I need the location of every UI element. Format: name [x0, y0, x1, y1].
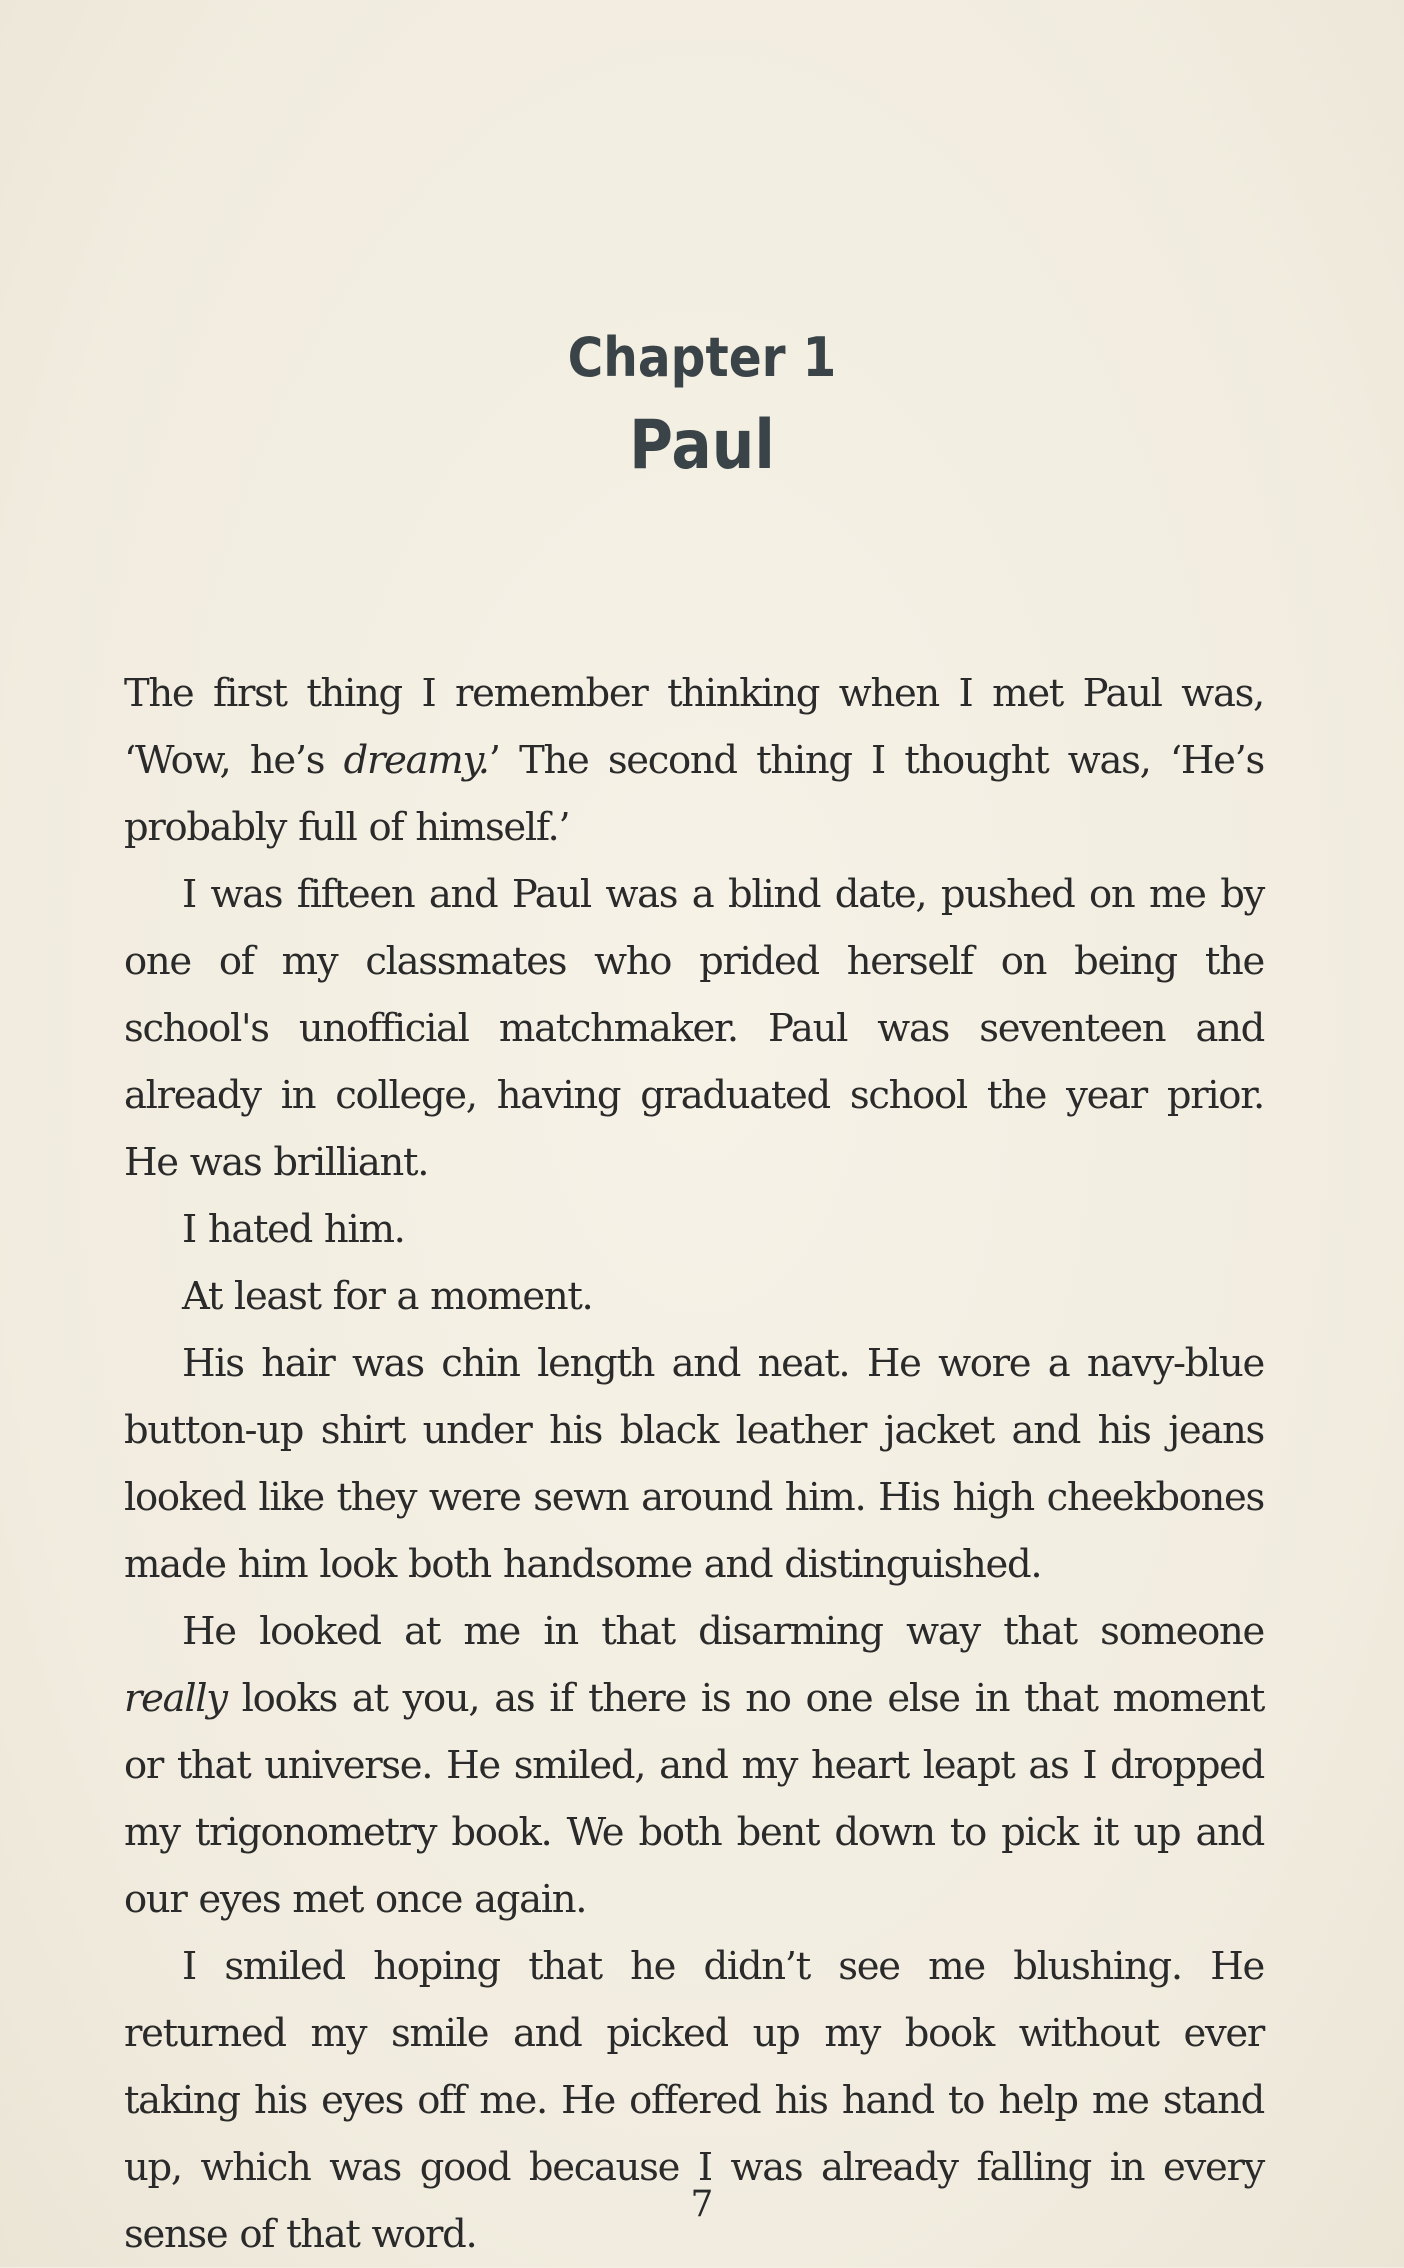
paragraph-6-emphasis: really [124, 1676, 227, 1721]
chapter-body [124, 660, 1264, 2268]
paragraph-1-text-end: ’ The second thing I thought was, ‘He’s probably full of himself.’ [124, 738, 1264, 850]
paragraph-4: At least for a moment. [182, 1274, 593, 1319]
chapter-number: Chapter 1 [567, 326, 837, 389]
page-number: 7 [690, 2184, 714, 2225]
paragraph-7: I smiled hoping that he didn’t see me blushing. He returned my smile and picked up my book without ever taking his eyes off me. He offered his hand to help me stand up, which was good because I was already falling in every sense of that word. [124, 1944, 1264, 2257]
paragraph-1-text-start: The first thing I remember thinking when I met Paul was, ‘Wow, he’s [124, 671, 1264, 783]
paragraph-6 [124, 1598, 1264, 1933]
paragraph-2: I was fifteen and Paul was a blind date, pushed on me by one of my classmates who prided herself on being the school's unofficial matchmaker. Paul was seventeen and already in college, having graduated school the year prior. He was brilliant. [124, 872, 1264, 1185]
paragraph-6-text-start: He looked at me in that disarming way that someone [182, 1609, 1264, 1654]
paragraph-1-emphasis: dreamy. [343, 738, 489, 783]
paragraph-6-text-end: looks at you, as if there is no one else in that moment or that universe. He smiled, and my heart leapt as I dropped my trigonometry book. We both bent down to pick it up and our eyes met once again. [124, 1676, 1264, 1922]
paragraph-5: His hair was chin length and neat. He wore a navy-blue button-up shirt under his black leather jacket and his jeans looked like they were sewn around him. His high cheekbones made him look both handsome and distinguished. [124, 1341, 1264, 1587]
paragraph-3: I hated him. [182, 1207, 405, 1252]
chapter-heading [0, 318, 1404, 492]
paragraph-1 [124, 660, 1264, 861]
chapter-title: Paul [629, 406, 775, 485]
